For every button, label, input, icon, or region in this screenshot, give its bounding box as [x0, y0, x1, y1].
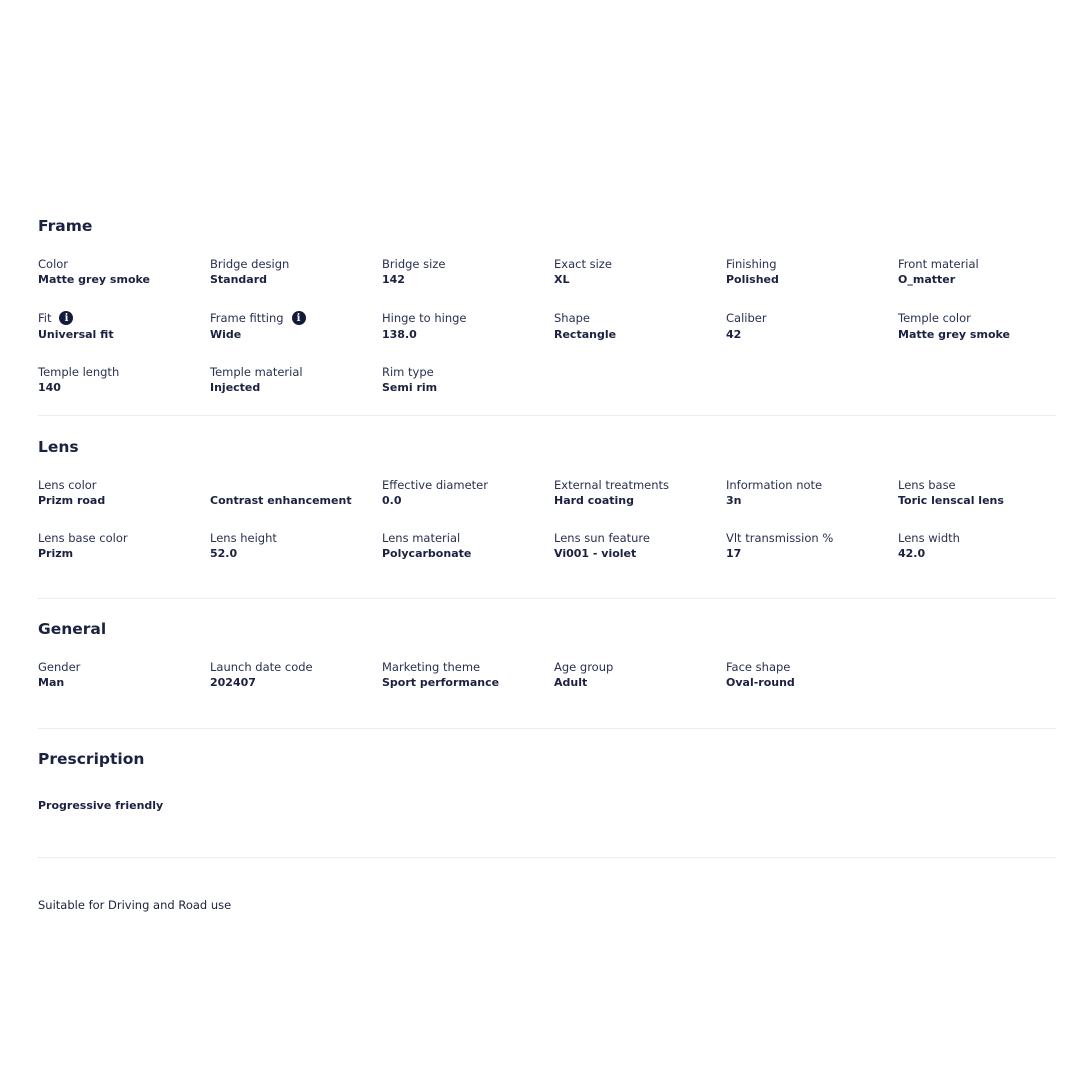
- attr-value: Matte grey smoke: [38, 273, 150, 286]
- lens-attr-external-treatments: [554, 477, 726, 509]
- attr-label: Effective diameter: [382, 478, 488, 492]
- attr-value: Oval-round: [726, 676, 795, 689]
- attr-value: 17: [726, 547, 742, 560]
- frame-section: [38, 213, 1056, 416]
- attr-value: 42: [726, 328, 742, 341]
- attr-value: 140: [38, 381, 61, 394]
- attr-label: Exact size: [554, 257, 612, 271]
- attr-value: Matte grey smoke: [898, 328, 1010, 341]
- frame-attr-temple-length: [38, 364, 210, 396]
- attr-value: Prizm road: [38, 494, 106, 507]
- attr-label: Lens base color: [38, 531, 128, 545]
- frame-attr-finishing: [726, 256, 898, 288]
- frame-attr-bridge-design: [210, 256, 382, 288]
- general-attr-face-shape: [726, 659, 898, 691]
- general-attributes-grid: [38, 659, 1056, 691]
- frame-attr-fit: [38, 309, 210, 343]
- attr-label: Vlt transmission %: [726, 531, 834, 545]
- attr-value: Adult: [554, 676, 588, 689]
- frame-attr-shape: [554, 309, 726, 343]
- attr-label: Gender: [38, 660, 81, 674]
- attr-label: Lens width: [898, 531, 960, 545]
- attr-value: Polished: [726, 273, 779, 286]
- attr-value: Injected: [210, 381, 261, 394]
- lens-attributes-grid: [38, 477, 1056, 562]
- attr-value: Sport performance: [382, 676, 500, 689]
- general-attr-marketing-theme: [382, 659, 554, 691]
- frame-attr-color: [38, 256, 210, 288]
- info-icon[interactable]: i: [59, 311, 73, 325]
- prescription-value: Progressive friendly: [38, 799, 164, 812]
- attr-label: Caliber: [726, 311, 767, 325]
- attr-label: Temple material: [210, 365, 303, 379]
- attr-value: Toric lenscal lens: [898, 494, 1004, 507]
- attr-value: Hard coating: [554, 494, 634, 507]
- attr-value: 42.0: [898, 547, 926, 560]
- attr-value: Universal fit: [38, 328, 114, 341]
- frame-attr-frame-fitting: [210, 309, 382, 343]
- attr-value: Rectangle: [554, 328, 617, 341]
- general-attr-launch-date-code: [210, 659, 382, 691]
- attr-value: 138.0: [382, 328, 417, 341]
- frame-attr-temple-material: [210, 364, 382, 396]
- attr-label: Fit: [38, 311, 52, 325]
- frame-attr-temple-color: [898, 309, 1070, 343]
- attr-value: Semi rim: [382, 381, 438, 394]
- lens-section: [38, 434, 1056, 599]
- attr-value: 3n: [726, 494, 742, 507]
- lens-attr-lens-width: [898, 530, 1070, 562]
- attr-label: Age group: [554, 660, 614, 674]
- attr-label: Bridge design: [210, 257, 290, 271]
- product-specs: [38, 213, 1056, 913]
- lens-attr-information-note: [726, 477, 898, 509]
- attr-value: Prizm: [38, 547, 74, 560]
- attr-label: Temple color: [898, 311, 971, 325]
- lens-attr-lens-sun-feature: [554, 530, 726, 562]
- attr-label: Information note: [726, 478, 823, 492]
- attr-label: Lens sun feature: [554, 531, 650, 545]
- frame-attr-caliber: [726, 309, 898, 343]
- lens-attr-vlt-transmission: [726, 530, 898, 562]
- attr-label: Rim type: [382, 365, 434, 379]
- attr-label: Shape: [554, 311, 591, 325]
- attr-label: Frame fitting: [210, 311, 284, 325]
- attr-value: Polycarbonate: [382, 547, 472, 560]
- frame-attr-hinge-to-hinge: [382, 309, 554, 343]
- frame-attr-rim-type: [382, 364, 554, 396]
- general-attr-age-group: [554, 659, 726, 691]
- attr-value: 0.0: [382, 494, 402, 507]
- section-title-general: General: [38, 620, 107, 638]
- attr-label: Lens base: [898, 478, 956, 492]
- attr-value: O_matter: [898, 273, 956, 286]
- general-section: [38, 616, 1056, 729]
- attr-label: Bridge size: [382, 257, 446, 271]
- attr-label: Face shape: [726, 660, 791, 674]
- section-title-prescription: Prescription: [38, 750, 145, 768]
- lens-attr-effective-diameter: [382, 477, 554, 509]
- info-icon[interactable]: i: [292, 311, 306, 325]
- attr-label: Lens height: [210, 531, 277, 545]
- attr-value: Standard: [210, 273, 268, 286]
- attr-label: Lens color: [38, 478, 97, 492]
- attr-label: Temple length: [38, 365, 120, 379]
- lens-attr-lens-height: [210, 530, 382, 562]
- lens-attr-lens-color: [38, 477, 210, 509]
- attr-label: Finishing: [726, 257, 777, 271]
- attr-label: Lens material: [382, 531, 461, 545]
- attr-value: 52.0: [210, 547, 238, 560]
- section-title-frame: Frame: [38, 217, 93, 235]
- lens-attr-lens-base-color: [38, 530, 210, 562]
- attr-label: Marketing theme: [382, 660, 481, 674]
- usage-note: Suitable for Driving and Road use: [38, 898, 232, 912]
- attr-value: 142: [382, 273, 405, 286]
- lens-attr-contrast: [210, 477, 382, 509]
- attr-value: 202407: [210, 676, 256, 689]
- attr-label: Front material: [898, 257, 979, 271]
- attr-value: Contrast enhancement: [210, 494, 352, 507]
- attr-value: Wide: [210, 328, 242, 341]
- attr-label: Color: [38, 257, 69, 271]
- frame-attributes-grid: [38, 256, 1056, 396]
- frame-attr-bridge-size: [382, 256, 554, 288]
- attr-label: Hinge to hinge: [382, 311, 467, 325]
- general-attr-gender: [38, 659, 210, 691]
- attr-label: Launch date code: [210, 660, 313, 674]
- frame-attr-exact-size: [554, 256, 726, 288]
- section-title-lens: Lens: [38, 438, 79, 456]
- attr-label: External treatments: [554, 478, 670, 492]
- attr-value: Man: [38, 676, 65, 689]
- attr-value: Vi001 - violet: [554, 547, 637, 560]
- lens-attr-lens-base: [898, 477, 1070, 509]
- frame-attr-front-material: [898, 256, 1070, 288]
- prescription-section: [38, 746, 1056, 858]
- lens-attr-lens-material: [382, 530, 554, 562]
- attr-value: XL: [554, 273, 570, 286]
